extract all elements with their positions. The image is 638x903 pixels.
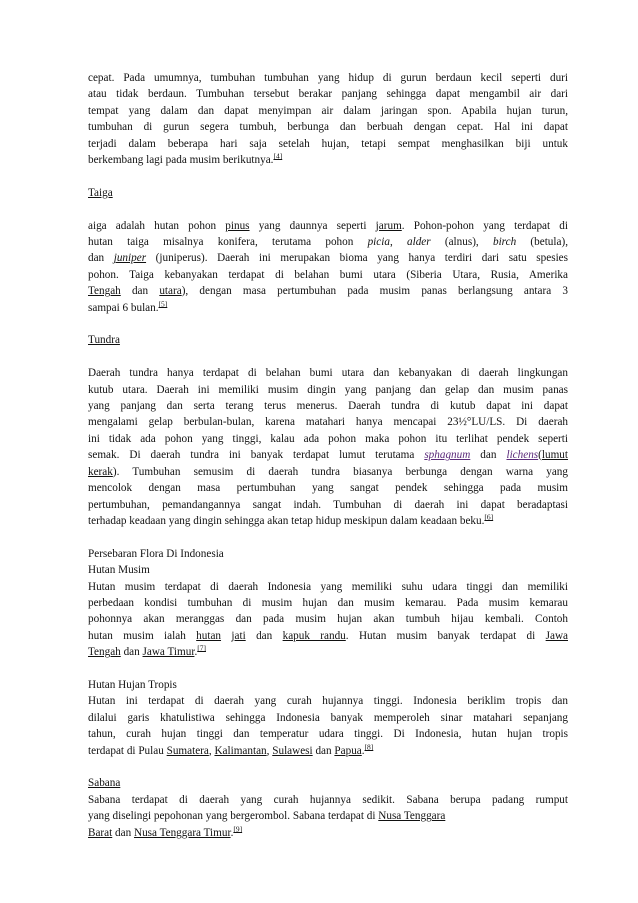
heading-sabana[interactable]: Sabana — [88, 777, 121, 790]
text-fragment: berkembang lagi pada musim berikutnya. — [88, 154, 274, 167]
paragraph-tundra — [88, 365, 568, 529]
text-line — [88, 234, 568, 250]
heading-hutan-musim: Hutan Musim — [88, 564, 150, 577]
text-line — [88, 152, 568, 168]
text-line — [88, 447, 568, 463]
citation-link-7[interactable]: [7] — [197, 643, 206, 653]
text-fragment: , — [389, 236, 407, 249]
text-fragment: . — [361, 744, 365, 757]
link-sphagnum[interactable] — [424, 449, 470, 461]
text-fragment: . — [194, 646, 198, 659]
text-fragment: ), dengan masa pertumbuhan pada musim panas berlangsung antara 3 — [181, 285, 568, 298]
text-line: tumbuhan di gurun segera tumbuh, berbunga dan berbuah dengan cepat. Hal ini dapat — [88, 121, 568, 134]
text-fragment: , — [208, 744, 215, 757]
text-line — [88, 644, 568, 660]
link-jawa-timur[interactable]: Jawa Timur — [142, 646, 195, 659]
text-line — [88, 218, 568, 234]
link-jawa[interactable]: Jawa — [545, 629, 568, 642]
link-hutan[interactable]: hutan — [196, 629, 222, 642]
text-line — [88, 825, 568, 841]
text-fragment: dan — [470, 449, 507, 462]
document-body — [88, 70, 568, 857]
link-nusa-tenggara-timur[interactable]: Nusa Tenggara Timur — [133, 826, 231, 839]
text-line — [88, 513, 568, 529]
heading-taiga[interactable]: Taiga — [88, 186, 113, 199]
text-fragment: dan — [120, 646, 143, 659]
link-juniper[interactable] — [114, 252, 146, 264]
text-fragment: terdapat di Pulau — [88, 744, 167, 757]
link-kapuk-randu[interactable]: kapuk randu — [282, 629, 346, 642]
term-alder: alder — [407, 236, 431, 249]
text-line — [88, 464, 568, 480]
link-tengah[interactable]: Tengah — [88, 285, 121, 298]
term-sphagnum: sphagnum — [424, 449, 471, 462]
link-lichens[interactable] — [506, 449, 538, 461]
text-fragment: dan — [88, 252, 114, 265]
text-fragment: hutan taiga misalnya konifera, terutama pohon — [88, 236, 368, 249]
text-line: Hutan musim terdapat di daerah Indonesia yang memiliki suhu udara tinggi dan memiliki — [88, 580, 568, 593]
text-fragment: (alnus), — [430, 236, 493, 249]
term-juniper: juniper — [113, 252, 147, 265]
text-line: yang panjang dan serta terang terus menerus. Daerah tundra di kutub dapat ini dapat — [88, 400, 568, 413]
link-sulawesi[interactable]: Sulawesi — [272, 744, 313, 757]
text-line: atau tidak berdaun. Tumbuhan tersebut berakar panjang sehingga dapat mengambil air dari — [88, 88, 568, 101]
link-papua[interactable]: Papua — [334, 744, 362, 757]
text-line — [88, 628, 568, 644]
link-nusa-tenggara[interactable]: Nusa Tenggara — [378, 810, 446, 823]
text-fragment: dan — [112, 826, 134, 839]
link-kalimantan[interactable]: Kalimantan — [214, 744, 267, 757]
text-fragment: yang diselingi pepohonan yang bergerombol. Sabana terdapat di — [88, 810, 379, 823]
link-jawa-tengah[interactable]: Tengah — [88, 646, 121, 659]
text-line: terjadi dalam beberapa hari saja setelah hujan, tetapi sempat menghasilkan biji untuk — [88, 137, 568, 150]
text-line: ini tidak ada pohon yang tinggi, kalau ada pohon maka pohon itu terlihat pendek seperti — [88, 432, 568, 445]
text-line: Sabana terdapat di daerah yang curah hujannya sedikit. Sabana berupa padang rumput — [88, 793, 568, 806]
text-fragment: , — [266, 744, 273, 757]
citation-link-5[interactable]: [5] — [158, 298, 168, 308]
text-line: pohon. Taiga kebanyakan terdapat di belahan bumi utara (Siberia Utara, Rusia, Amerika — [88, 268, 568, 281]
link-lumut[interactable]: lumut — [541, 449, 569, 462]
section-heading-tundra — [88, 332, 568, 348]
text-line: Hutan ini terdapat di daerah yang curah hujannya tinggi. Indonesia beriklim tropis dan — [88, 695, 568, 708]
text-fragment: . Pohon-pohon yang terdapat di — [401, 219, 568, 232]
text-line: mencolok dengan masa pertumbuhan yang sangat pendek sehingga pada musim — [88, 482, 568, 495]
text-fragment: dan — [120, 285, 160, 298]
text-line: Daerah tundra hanya terdapat di belahan bumi utara dan kebanyakan di daerah lingkungan — [88, 367, 568, 380]
citation-link-9[interactable]: [9] — [233, 823, 243, 833]
text-line: cepat. Pada umumnya, tumbuhan tumbuhan yang hidup di gurun berdaun kecil seperti duri — [88, 72, 568, 84]
text-fragment: aiga adalah hutan pohon — [88, 219, 226, 232]
text-line: mengalami gelap berbulan-bulan, karena matahari hanya mencapai 23½°LU/LS. Di daerah — [88, 416, 568, 429]
heading-persebaran-flora: Persebaran Flora Di Indonesia — [88, 547, 224, 560]
text-fragment: dan — [245, 629, 283, 642]
paragraph-gurun — [88, 70, 568, 168]
term-lichens: lichens — [506, 449, 539, 462]
link-barat[interactable]: Barat — [88, 826, 113, 839]
text-line — [88, 250, 568, 266]
heading-hutan-hujan-tropis: Hutan Hujan Tropis — [88, 678, 177, 691]
citation-link-8[interactable]: [8] — [364, 741, 374, 751]
paragraph-hutan-hujan-tropis — [88, 677, 568, 759]
link-sumatera[interactable]: Sumatera — [166, 744, 209, 757]
term-birch: birch — [492, 236, 517, 249]
text-line: perbedaan kondisi tumbuhan di musim hujan dan musim kemarau. Pada musim kemarau — [88, 596, 568, 609]
text-fragment: ). Tumbuhan semusim di daerah tundra biasanya berbunga dengan warna yang — [112, 465, 568, 478]
text-fragment: ( — [538, 449, 542, 462]
text-fragment: (betula), — [516, 236, 568, 249]
text-fragment: hutan musim ialah — [88, 629, 197, 642]
text-fragment: . — [230, 826, 234, 839]
section-heading-taiga — [88, 185, 568, 201]
text-line — [88, 743, 568, 759]
text-line: tempat yang dalam dan dapat menyimpan air dalam jaringan spon. Apabila hujan turun, — [88, 104, 568, 117]
text-fragment: sampai 6 bulan. — [88, 301, 159, 314]
link-utara[interactable]: utara — [159, 285, 182, 298]
link-jati[interactable]: jati — [231, 629, 246, 642]
term-picia: picia — [367, 236, 390, 249]
citation-link-4[interactable]: [4] — [273, 151, 283, 161]
text-line: kutub utara. Daerah ini memiliki musim dingin yang panjang dan gelap dan musim panas — [88, 383, 568, 396]
link-pinus[interactable]: pinus — [225, 219, 250, 232]
text-fragment: terhadap keadaan yang dingin sehingga akan tetap hidup meskipun dalam keadaan beku. — [88, 514, 485, 527]
paragraph-hutan-musim — [88, 546, 568, 661]
text-fragment: . Hutan musim banyak terdapat di — [345, 629, 546, 642]
citation-link-6[interactable]: [6] — [484, 512, 494, 522]
text-fragment: (juniperus). Daerah ini merupakan bioma yang hanya terdiri dari satu spesies — [146, 252, 568, 265]
heading-tundra[interactable]: Tundra — [88, 334, 120, 347]
text-line — [88, 300, 568, 316]
text-fragment: semak. Di daerah tundra ini banyak terdapat lumut terutama — [88, 449, 425, 462]
text-line — [88, 283, 568, 299]
link-jarum[interactable]: jarum — [375, 219, 402, 232]
paragraph-taiga — [88, 218, 568, 316]
link-kerak[interactable]: kerak — [88, 465, 113, 478]
text-line: tahun, curah hujan tinggi dan temperatur udara tinggi. Di Indonesia, hutan hujan tropis — [88, 728, 568, 741]
text-line: dilalui garis khatulistiwa sehingga Indonesia banyak memperoleh sinar matahari sepanjang — [88, 711, 568, 724]
text-line: pohonnya akan meranggas dan pada musim hujan akan tumbuh hijau kembali. Contoh — [88, 613, 568, 626]
text-line — [88, 808, 568, 824]
paragraph-sabana — [88, 775, 568, 841]
text-line: pertumbuhan, pemandangannya sangat indah. Tumbuhan di daerah ini dapat beradaptasi — [88, 498, 568, 511]
text-fragment: dan — [312, 744, 335, 757]
text-fragment: yang daunnya seperti — [249, 219, 376, 232]
